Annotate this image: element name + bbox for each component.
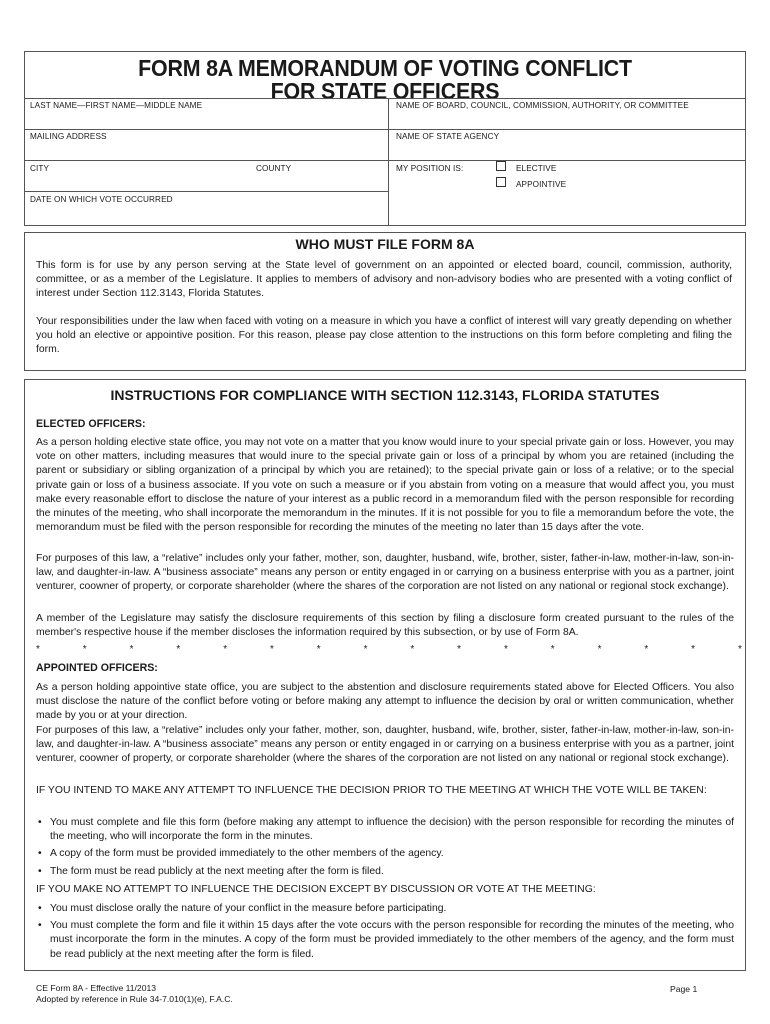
who-paragraph-1: This form is for use by any person serving at the State level of government on an appointed or elected board, council, commission, authority, committee, or as a member of the Legislature. It applies to members of advisory and non-advisory bodies who are presented with a voting conflict of interest under Section 112.3143, Florida Statutes. — [36, 260, 732, 300]
separator-star: * — [597, 644, 602, 655]
separator-star: * — [550, 644, 555, 655]
position-label: MY POSITION IS: — [396, 164, 464, 173]
city-field[interactable]: CITY — [30, 164, 50, 173]
appointive-label: APPOINTIVE — [516, 180, 567, 189]
separator-star: * — [82, 644, 87, 655]
separator-star: * — [503, 644, 508, 655]
who-paragraph-2: Your responsibilities under the law when faced with voting on a measure in which you have a conflict of interest will vary greatly depending on whether you hold an elective or appointive position. For this reason, please pay close attention to the instructions on this form before completing and filing the form. — [36, 316, 732, 356]
elected-paragraph-3: A member of the Legislature may satisfy the disclosure requirements of this section by filing a disclosure form created pursuant to the rules of the member's respective house if the member discloses the information required by this subsection, or by use of Form 8A. — [36, 613, 734, 639]
separator-star: * — [410, 644, 415, 655]
row-divider-3 — [24, 191, 388, 192]
header-column-divider — [388, 98, 389, 226]
list-item: • You must disclose orally the nature of your conflict in the measure before participating. — [36, 902, 734, 916]
separator-star: * — [176, 644, 181, 655]
appointed-paragraph-1: As a person holding appointive state office, you are subject to the abstention and disclosure requirements stated above for Elected Officers. You also must disclose the nature of the conflict before voting or before making any attempt to influence the decision by oral or written communication, whether made by you or at your direction. — [36, 682, 734, 722]
separator-star: * — [129, 644, 134, 655]
separator-star: * — [36, 644, 40, 655]
page-number: Page 1 — [670, 984, 698, 994]
elected-paragraph-1: As a person holding elective state office, you may not vote on a matter that you know would inure to your special private gain or loss. However, you may vote on other matters, including measures that would inure to the special private gain or loss of a principal by whom you are retained (including the parent or subsidiary or sibling organization of a principal by which you are retained); to the special private gain or loss of a relative; or to the special private gain or loss of a business associate. If you vote on such a measure or if you abstain from voting on a measure that would affect you, you must make every reasonable effort to disclose the nature of your interest as a public record in a memorandum filed with the person responsible for recording the minutes of the meeting, who shall incorporate the memorandum in the minutes. If it is not possible for you to file a memorandum before the vote, the memorandum must be filed with the person responsible for recording the minutes of the meeting no later than 15 days after the vote. — [36, 437, 734, 534]
list-item: • You must complete and file this form (before making any attempt to influence the decision) with the person responsible for recording the minutes of the meeting, who will incorporate the form in the minutes. — [36, 816, 734, 844]
separator-star: * — [363, 644, 368, 655]
county-field[interactable]: COUNTY — [256, 164, 292, 173]
elective-checkbox[interactable] — [496, 161, 506, 171]
elective-label: ELECTIVE — [516, 164, 557, 173]
separator-star: * — [644, 644, 649, 655]
attempt-bullet-list — [36, 816, 734, 879]
last-name-field[interactable]: LAST NAME—FIRST NAME—MIDDLE NAME — [30, 101, 203, 110]
row-divider-1 — [24, 129, 746, 130]
separator-star: * — [269, 644, 274, 655]
form-id: CE Form 8A - Effective 11/2013 — [36, 983, 157, 993]
separator-star: * — [457, 644, 462, 655]
elected-paragraph-2: For purposes of this law, a “relative” includes only your father, mother, son, daughter, husband, wife, brother, sister, father-in-law, mother-in-law, son-in-law, and daughter-in-law. A “business associate” means any person or entity engaged in or carrying on a business enterprise with you as a partner, joint venturer, coowner of property, or corporate shareholder (where the shares of the corporation are not listed on any national or regional stock exchange). — [36, 553, 734, 593]
appointive-checkbox[interactable] — [496, 177, 506, 187]
appointed-officers-heading: APPOINTED OFFICERS: — [36, 662, 158, 674]
form-title-line2: FOR STATE OFFICERS — [270, 78, 500, 104]
state-agency-field[interactable]: NAME OF STATE AGENCY — [396, 132, 500, 141]
separator-star: * — [223, 644, 228, 655]
if-attempt-heading: IF YOU INTEND TO MAKE ANY ATTEMPT TO INFLUENCE THE DECISION PRIOR TO THE MEETING AT WHICH THE VOTE WILL BE TAKEN: — [36, 785, 707, 796]
list-item: • You must complete the form and file it within 15 days after the vote occurs with the person responsible for recording the minutes of the meeting, who must incorporate the form in the minutes. A copy of the form must be provided immediately to the other members of the agency, and the form must be read publicly at the next meeting after the form is filed. — [36, 919, 734, 962]
separator-star: * — [316, 644, 321, 655]
who-must-file-heading: WHO MUST FILE FORM 8A — [295, 236, 475, 252]
row-divider-2 — [24, 160, 746, 161]
board-name-field[interactable]: NAME OF BOARD, COUNCIL, COMMISSION, AUTHORITY, OR COMMITTEE — [396, 101, 689, 110]
section-separator — [36, 644, 742, 655]
elected-officers-heading: ELECTED OFFICERS: — [36, 418, 146, 430]
if-no-attempt-heading: IF YOU MAKE NO ATTEMPT TO INFLUENCE THE DECISION EXCEPT BY DISCUSSION OR VOTE AT THE MEETING: — [36, 884, 596, 895]
instructions-heading: INSTRUCTIONS FOR COMPLIANCE WITH SECTION 112.3143, FLORIDA STATUTES — [110, 387, 660, 403]
header-divider — [24, 98, 746, 99]
adopted-by-rule: Adopted by reference in Rule 34-7.010(1)(e), F.A.C. — [36, 994, 233, 1004]
form-title-line1: FORM 8A MEMORANDUM OF VOTING CONFLICT — [138, 55, 632, 81]
list-item: • A copy of the form must be provided immediately to the other members of the agency. — [36, 847, 734, 861]
mailing-address-field[interactable]: MAILING ADDRESS — [30, 132, 107, 141]
list-item: • The form must be read publicly at the next meeting after the form is filed. — [36, 865, 734, 879]
no-attempt-bullet-list — [36, 902, 734, 962]
vote-date-field[interactable]: DATE ON WHICH VOTE OCCURRED — [30, 195, 173, 204]
separator-star: * — [691, 644, 696, 655]
separator-star: * — [737, 644, 742, 655]
appointed-paragraph-2: For purposes of this law, a “relative” includes only your father, mother, son, daughter, husband, wife, brother, sister, father-in-law, mother-in-law, son-in-law, and daughter-in-law. A “business associate” means any person or entity engaged in or carrying on a business enterprise with you as a partner, joint venturer, coowner of property, or corporate shareholder (where the shares of the corporation are not listed on any national or regional stock exchange). — [36, 725, 734, 765]
